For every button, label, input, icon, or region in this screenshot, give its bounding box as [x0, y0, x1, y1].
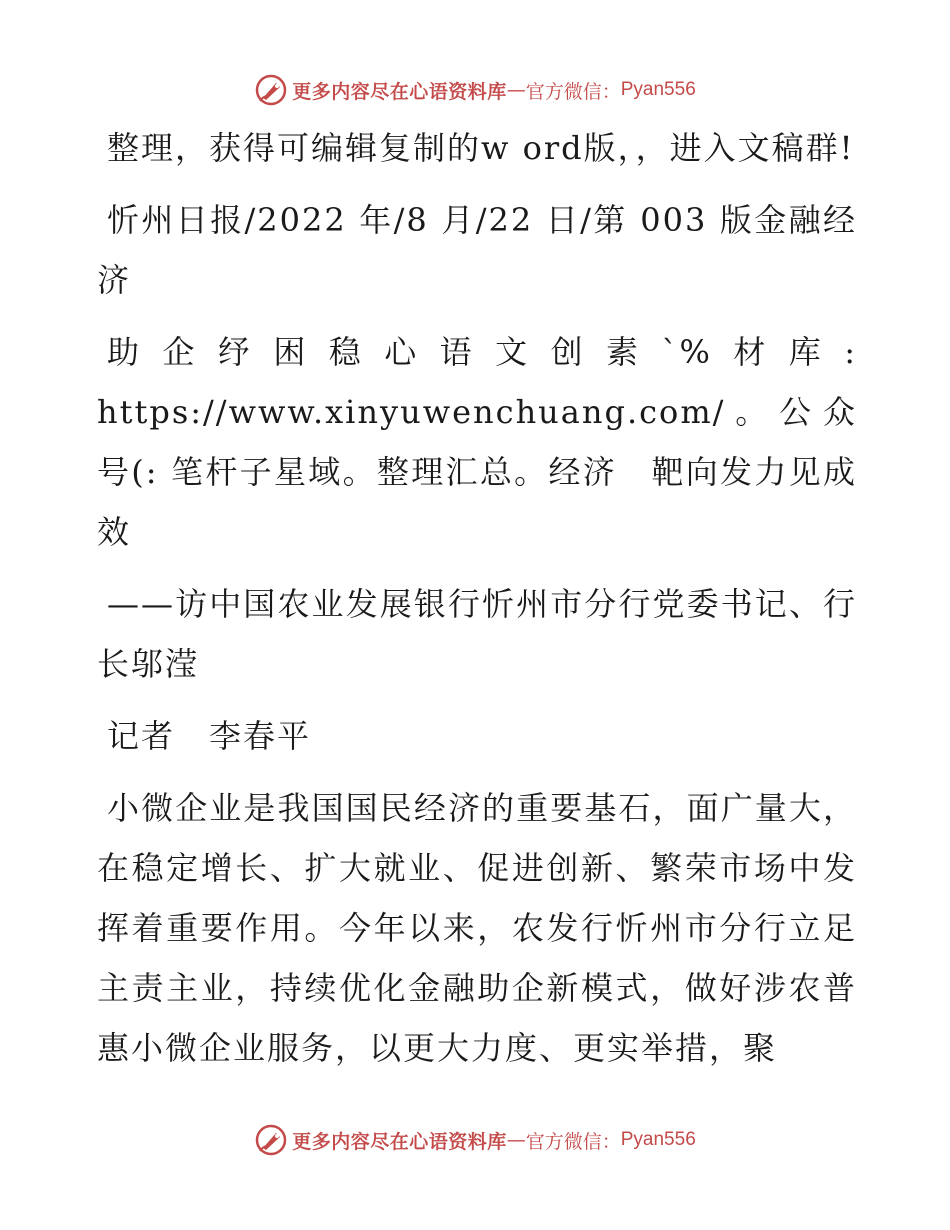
paragraph-title: 助企纾困稳心语文创素`%材库: https://www.xinyuwenchuang.com/。公众号(: 笔杆子星域。整理汇总。经济 靶向发力见成效 — [97, 333, 857, 551]
banner-brand-text: 更多内容尽在心语资料库 — [292, 1130, 507, 1153]
pen-nib-logo-icon — [254, 1123, 288, 1157]
paragraph-reporter: 记者 李春平 — [107, 717, 312, 755]
paragraph-intro: 整理，获得可编辑复制的w ord版，，进入文稿群! — [107, 129, 855, 167]
paragraph-source: 忻州日报/2022 年/8 月/22 日/第 003 版金融经济 — [97, 201, 857, 299]
banner-wechat-id: Pyan556 — [620, 79, 696, 100]
pen-nib-logo-icon — [254, 73, 288, 107]
footer-watermark-banner — [0, 1120, 950, 1160]
paragraph-body: 小微企业是我国国民经济的重要基石，面广量大，在稳定增长、扩大就业、促进创新、繁荣市场中发挥着重要作用。今年以来，农发行忻州市分行立足主责主业，持续优化金融助企新模式，做好涉农普惠小微企业服务，以更大力度、更实举措，聚 — [97, 789, 857, 1067]
banner-wechat-id: Pyan556 — [620, 1129, 696, 1150]
banner-separator: — — [506, 79, 526, 101]
banner-wechat-label: 官方微信： — [525, 80, 621, 103]
banner-wechat-label: 官方微信： — [525, 1130, 621, 1153]
header-watermark-banner — [0, 70, 950, 110]
banner-separator: — — [506, 1129, 526, 1151]
document-body — [97, 118, 857, 1090]
banner-brand-text: 更多内容尽在心语资料库 — [292, 80, 507, 103]
paragraph-subtitle: ——访中国农业发展银行忻州市分行党委书记、行长邬滢 — [97, 585, 857, 683]
